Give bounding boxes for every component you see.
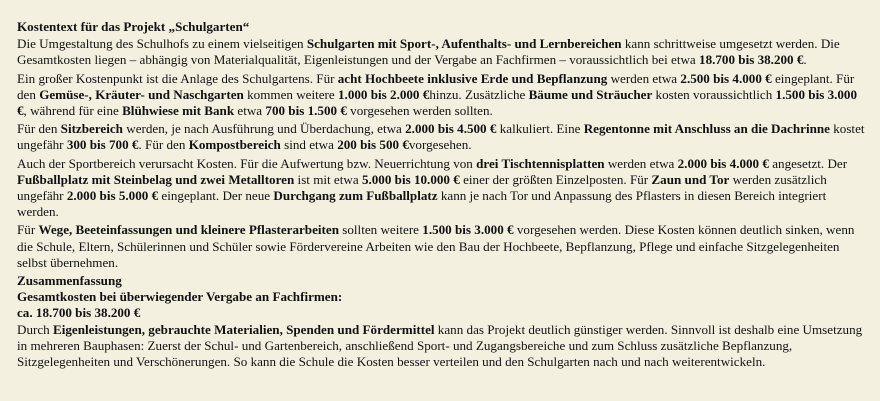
emphasis-text: Schulgarten mit Sport-, Aufenthalts- und Lernbereichen	[306, 36, 622, 52]
paragraph-garden-costs	[17, 71, 868, 120]
emphasis-text: 1.500 bis 3.000 €	[17, 86, 858, 119]
body-text: sind etwa	[280, 137, 338, 153]
body-text: kosten voraussichtlich	[652, 86, 776, 102]
body-text: sollten weitere	[339, 222, 423, 238]
body-text: einer der größten Einzelposten. Für	[459, 171, 652, 187]
body-text: werden zusätzlich ungefähr	[17, 171, 827, 204]
body-text: kalkuliert. Eine	[496, 121, 584, 137]
emphasis-text: 2.000 bis 4.000 €	[677, 155, 769, 171]
body-text: , während für eine	[23, 103, 123, 119]
emphasis-text: 200 bis 500 €	[337, 137, 409, 153]
body-text: angesetzt. Der	[768, 155, 848, 171]
body-text: Für den	[17, 121, 61, 137]
body-text: Für	[17, 222, 39, 238]
body-text: eingeplant. Für den	[17, 70, 855, 102]
body-text: Ein großer Kostenpunkt ist die Anlage des Schulgartens. Für	[17, 70, 338, 86]
body-text: vorgesehen.	[408, 137, 472, 153]
emphasis-text: Wege, Beeteinfassungen und kleinere Pflasterarbeiten	[38, 222, 339, 238]
emphasis-text: acht Hochbeete inklusive Erde und Bepflanzung	[337, 70, 608, 86]
body-text: Auch der Sportbereich verursacht Kosten. Für die Aufwertung bzw. Neuerrichtung von	[17, 155, 477, 171]
body-text: vorgesehen werden. Diese Kosten können deutlich sinken, wenn die Schule, Eltern, Schülerinnen und Schüler sowie Fördervereine Arbeiten wie den Bau der Hochbeete, Bepflanzung, Pflege und einfache Sitzgelegenheiten selbst übernehmen.	[17, 222, 855, 270]
body-text: .	[803, 52, 807, 68]
paragraph-intro	[17, 36, 868, 68]
summary-total: ca. 18.700 bis 38.200 €	[17, 305, 141, 321]
emphasis-text: drei Tischtennisplatten	[476, 155, 605, 171]
emphasis-text: 2.000 bis 5.000 €	[66, 188, 159, 204]
body-text: kann schrittweise umgesetzt werden. Die Gesamtkosten liegen – abhängig von Materialqualität, Eigenleistungen und der Vergabe an Fachfirmen – voraussichtlich bei etwa	[17, 36, 840, 68]
body-text: werden etwa	[607, 70, 681, 86]
body-text: kommen weitere	[243, 86, 338, 102]
body-text: ist mit etwa	[294, 171, 362, 187]
emphasis-text: 300 bis 700 €	[66, 137, 139, 153]
body-text: Die Umgestaltung des Schulhofs zu einem vielseitigen	[17, 36, 307, 52]
document-title: Kostentext für das Projekt „Schulgarten“	[17, 19, 250, 34]
body-text: eingeplant. Der neue	[158, 188, 274, 204]
body-text: kann je nach Tor und Anpassung des Pflasters in diesen Bereich integriert werden.	[17, 188, 827, 220]
summary-subheading: Gesamtkosten bei überwiegender Vergabe an Fachfirmen:	[17, 289, 343, 305]
emphasis-text: Kompostbereich	[188, 137, 281, 153]
emphasis-text: 1.000 bis 2.000 €	[338, 86, 430, 102]
emphasis-text: 5.000 bis 10.000 €	[361, 171, 460, 187]
body-text: kostet ungefähr	[17, 121, 865, 153]
emphasis-text: Zaun und Tor	[651, 171, 730, 187]
paragraph-closing	[17, 322, 868, 371]
emphasis-text: Sitzbereich	[60, 121, 123, 137]
paragraph-seating-costs	[17, 121, 868, 153]
summary-heading: Zusammenfassung	[17, 273, 122, 289]
body-text: hinzu. Zusätzliche	[429, 86, 529, 102]
emphasis-text: 1.500 bis 3.000 €	[422, 222, 514, 238]
body-text: vorgesehen werden sollten.	[346, 103, 493, 119]
emphasis-text: Eigenleistungen, gebrauchte Materialien, Spenden und Fördermittel	[53, 321, 435, 337]
emphasis-text: Durchgang zum Fußballplatz	[273, 188, 438, 204]
body-text: werden etwa	[604, 155, 678, 171]
body-text: . Für den	[138, 137, 189, 153]
emphasis-text: 2.500 bis 4.000 €	[680, 70, 772, 86]
emphasis-text: Bäume und Sträucher	[528, 86, 653, 102]
emphasis-text: 700 bis 1.500 €	[265, 103, 347, 119]
emphasis-text: 2.000 bis 4.500 €	[405, 121, 497, 137]
body-text: kann das Projekt deutlich günstiger werden. Sinnvoll ist deshalb eine Umsetzung in mehreren Bauphasen: Zuerst der Schul- und Gartenbereich, anschließend Sport- und Zugangsbereiche und zum Schluss zusätzliche Bepflanzung, Sitzgelegenheiten und Verschönerungen. So kann die Schule die Kosten besser verteilen und den Schulgarten nach und nach weiterentwickeln.	[17, 321, 863, 370]
body-text: etwa	[234, 103, 266, 119]
emphasis-text: Fußballplatz mit Steinbelag und zwei Metalltoren	[17, 171, 295, 187]
emphasis-text: Blühwiese mit Bank	[122, 103, 235, 119]
paragraph-sports-costs	[17, 156, 868, 221]
emphasis-text: Gemüse-, Kräuter- und Naschgarten	[39, 86, 244, 102]
emphasis-text: Regentonne mit Anschluss an die Dachrinne	[583, 121, 830, 137]
paragraph-paths-costs	[17, 222, 868, 271]
body-text: werden, je nach Ausführung und Überdachung, etwa	[122, 121, 406, 137]
body-text: Durch	[17, 321, 53, 337]
emphasis-text: 18.700 bis 38.200 €	[699, 52, 804, 68]
